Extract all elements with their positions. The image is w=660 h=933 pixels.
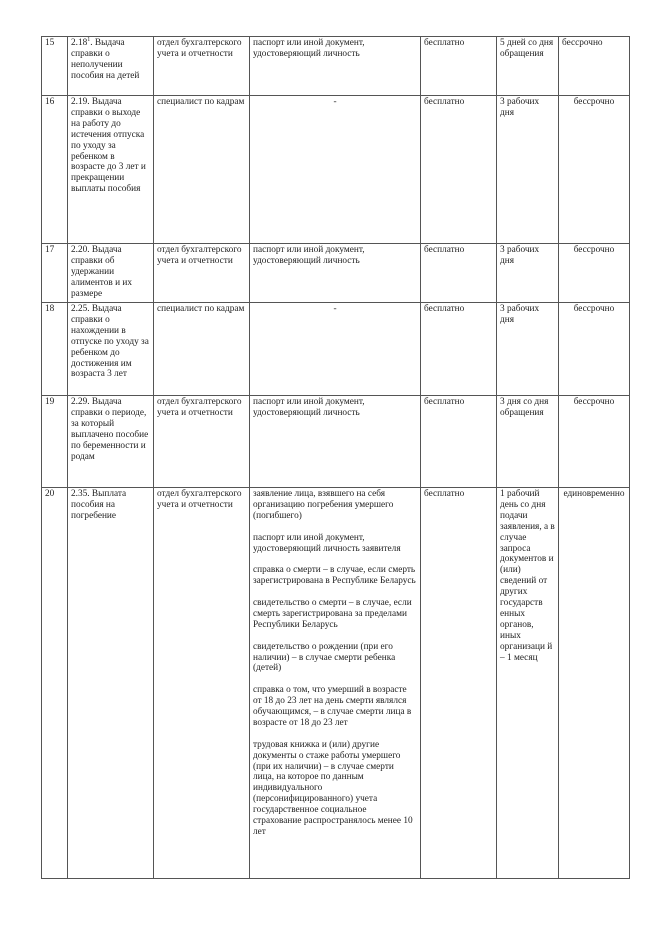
validity-cell: бессрочно [559, 303, 630, 396]
document-item: справка о смерти – в случае, если смерть зарегистрирована в Республике Беларусь [253, 565, 416, 587]
fee-cell: бесплатно [421, 37, 497, 96]
document-item: - [333, 304, 337, 314]
table-row [42, 244, 630, 303]
document-item: заявление лица, взявшего на себя организацию погребения умершего (погибшего) [253, 489, 394, 521]
table-row [42, 396, 630, 488]
row-number: 18 [42, 303, 68, 396]
term-cell: 3 рабочих дня [497, 96, 559, 244]
documents-cell [250, 244, 421, 303]
validity-cell: единовременно [559, 488, 630, 879]
procedure-cell: 2.20. Выдача справки об удержании алиментов и их размере [68, 244, 154, 303]
document-item: справка о том, что умерший в возрасте от 18 до 23 лет на день смерти являлся обучающимся, – в случае смерти лица в возрасте от 18 до 23 лет [253, 685, 412, 728]
documents-cell [250, 96, 421, 244]
documents-cell [250, 488, 421, 879]
validity-cell: бессрочно [559, 96, 630, 244]
document-item: свидетельство о рождении (при его наличии) – в случае смерти ребенка (детей) [253, 641, 396, 674]
table-row [42, 37, 630, 96]
procedure-superscript: 1 [87, 36, 91, 43]
row-number: 15 [42, 37, 68, 96]
procedure-code: 2.18 [71, 38, 88, 48]
responsible-body: специалист по кадрам [154, 303, 250, 396]
document-item: - [333, 97, 337, 107]
procedure-cell [68, 37, 154, 96]
document-item: свидетельство о смерти – в случае, если смерть зарегистрирована за пределами Республики Беларусь [253, 598, 412, 630]
validity-cell: бессрочно [559, 396, 630, 488]
procedure-cell: 2.25. Выдача справки о нахождении в отпуске по уходу за ребенком до достижения им возраста 3 лет [68, 303, 154, 396]
document-item: паспорт или иной документ, удостоверяющий личность заявителя [253, 532, 401, 554]
fee-cell: бесплатно [421, 396, 497, 488]
documents-cell [250, 37, 421, 96]
fee-cell: бесплатно [421, 244, 497, 303]
document-item: паспорт или иной документ, удостоверяющий личность [253, 397, 365, 418]
term-cell: 3 рабочих дня [497, 244, 559, 303]
fee-cell: бесплатно [421, 96, 497, 244]
validity-cell: бессрочно [559, 244, 630, 303]
row-number: 17 [42, 244, 68, 303]
fee-cell: бесплатно [421, 488, 497, 879]
validity-cell: бессрочно [559, 37, 630, 96]
table-row [42, 96, 630, 244]
term-cell: 3 рабочих дня [497, 303, 559, 396]
procedure-cell: 2.19. Выдача справки о выходе на работу до истечения отпуска по уходу за ребенком в возрасте до 3 лет и прекращении выплаты пособия [68, 96, 154, 244]
documents-cell [250, 396, 421, 488]
responsible-body: отдел бухгалтерского учета и отчетности [154, 244, 250, 303]
responsible-body: отдел бухгалтерского учета и отчетности [154, 396, 250, 488]
table-row [42, 303, 630, 396]
documents-cell [250, 303, 421, 396]
responsible-body: специалист по кадрам [154, 96, 250, 244]
term-cell: 3 дня со дня обращения [497, 396, 559, 488]
procedure-title: . Выдача справки о неполучении пособия на детей [71, 38, 140, 81]
row-number: 19 [42, 396, 68, 488]
row-number: 16 [42, 96, 68, 244]
term-cell: 1 рабочий день со дня подачи заявления, а в случае запроса документов и (или) сведений от других государств енных органов, иных организаци й – 1 месяц [497, 488, 559, 879]
document-item: паспорт или иной документ, удостоверяющий личность [253, 38, 365, 59]
services-table [41, 36, 630, 879]
document-item: трудовая книжка и (или) другие документы о стаже работы умершего (при их наличии) – в случае смерти лица, на которое по данным индивидуального (персонифицированного) учета государственное социальное страхование распространялось менее 10 лет [253, 739, 413, 837]
responsible-body: отдел бухгалтерского учета и отчетности [154, 488, 250, 879]
procedure-cell: 2.29. Выдача справки о периоде, за который выплачено пособие по беременности и родам [68, 396, 154, 488]
table-row [42, 488, 630, 879]
fee-cell: бесплатно [421, 303, 497, 396]
row-number: 20 [42, 488, 68, 879]
responsible-body: отдел бухгалтерского учета и отчетности [154, 37, 250, 96]
procedure-cell: 2.35. Выплата пособия на погребение [68, 488, 154, 879]
document-item: паспорт или иной документ, удостоверяющий личность [253, 245, 365, 266]
term-cell: 5 дней со дня обращения [497, 37, 559, 96]
